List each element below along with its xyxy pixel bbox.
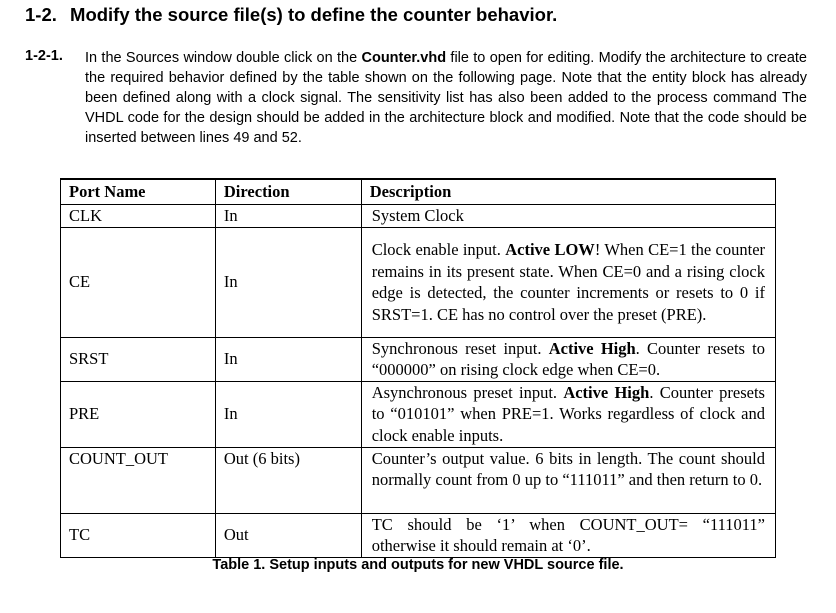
port-cell: COUNT_OUT: [61, 447, 216, 513]
table-row-count-out: [61, 447, 776, 513]
section-heading: [25, 4, 557, 26]
description-cell: [361, 447, 775, 513]
description-cell: [361, 337, 775, 381]
table-row-ce: [61, 227, 776, 337]
table-row-tc: [61, 513, 776, 557]
desc-text: Counter’s output value. 6 bits in length. The count should normally count from 0 up to “111011” and then return to 0.: [371, 448, 765, 489]
port-cell: SRST: [61, 337, 216, 381]
step-file-name: Counter.vhd: [361, 50, 447, 66]
table-header-row: [61, 179, 776, 205]
table-row-clk: [61, 205, 776, 228]
port-cell: CLK: [61, 205, 216, 228]
desc-text: TC should be ‘1’ when COUNT_OUT= “111011” otherwise it should remain at ‘0’.: [371, 514, 765, 555]
desc-text: Synchronous reset input.: [371, 338, 549, 358]
table-row-pre: [61, 381, 776, 447]
description-cell: [361, 513, 775, 557]
desc-text: Clock enable input.: [371, 240, 506, 259]
direction-cell: In: [215, 337, 361, 381]
desc-emphasis: Active High: [563, 382, 650, 402]
step-text-before: In the Sources window double click on the: [85, 50, 362, 66]
description-cell: [361, 227, 775, 337]
table-caption: Table 1. Setup inputs and outputs for new VHDL source file.: [212, 557, 624, 573]
header-port-name: Port Name: [61, 179, 216, 205]
direction-cell: Out (6 bits): [215, 447, 361, 513]
desc-emphasis: Active LOW: [505, 240, 595, 259]
section-number: 1-2.: [25, 4, 57, 25]
port-cell: CE: [61, 227, 216, 337]
header-description: Description: [361, 179, 775, 205]
desc-text: . Counter presets to “010101” when PRE=1. Works regardless of clock and clock enable inputs.: [371, 382, 765, 445]
setup-table: [60, 178, 776, 558]
desc-text: System Clock: [371, 206, 464, 225]
section-title: Modify the source file(s) to define the counter behavior.: [70, 4, 558, 25]
desc-emphasis: Active High: [548, 338, 636, 358]
port-cell: TC: [61, 513, 216, 557]
desc-text: Asynchronous preset input.: [371, 382, 564, 402]
header-direction: Direction: [215, 179, 361, 205]
step-number: 1-2-1.: [25, 48, 63, 64]
port-cell: PRE: [61, 381, 216, 447]
desc-text: . Counter resets to “000000” on rising clock edge when CE=0.: [371, 338, 765, 379]
description-cell: [361, 381, 775, 447]
table-row-srst: [61, 337, 776, 381]
step-instructions: [85, 48, 807, 148]
direction-cell: In: [215, 381, 361, 447]
desc-text: ! When CE=1 the counter remains in its present state. When CE=0 and a rising clock edge is detected, the counter increments or resets to 0 if SRST=1. CE has no control over the preset (PRE).: [371, 240, 766, 324]
description-cell: [361, 205, 775, 228]
step-text-after: file to open for editing. Modify the architecture to create the required behavior defined by the table shown on the following page. Note that the entity block has already been defined along with a clock signal. The sensitivity list has also been added to the process command The VHDL code for the design should be added in the architecture block and modified. Note that the code should be inserted between lines 49 and 52.: [85, 50, 807, 146]
direction-cell: Out: [215, 513, 361, 557]
direction-cell: In: [215, 205, 361, 228]
direction-cell: In: [215, 227, 361, 337]
